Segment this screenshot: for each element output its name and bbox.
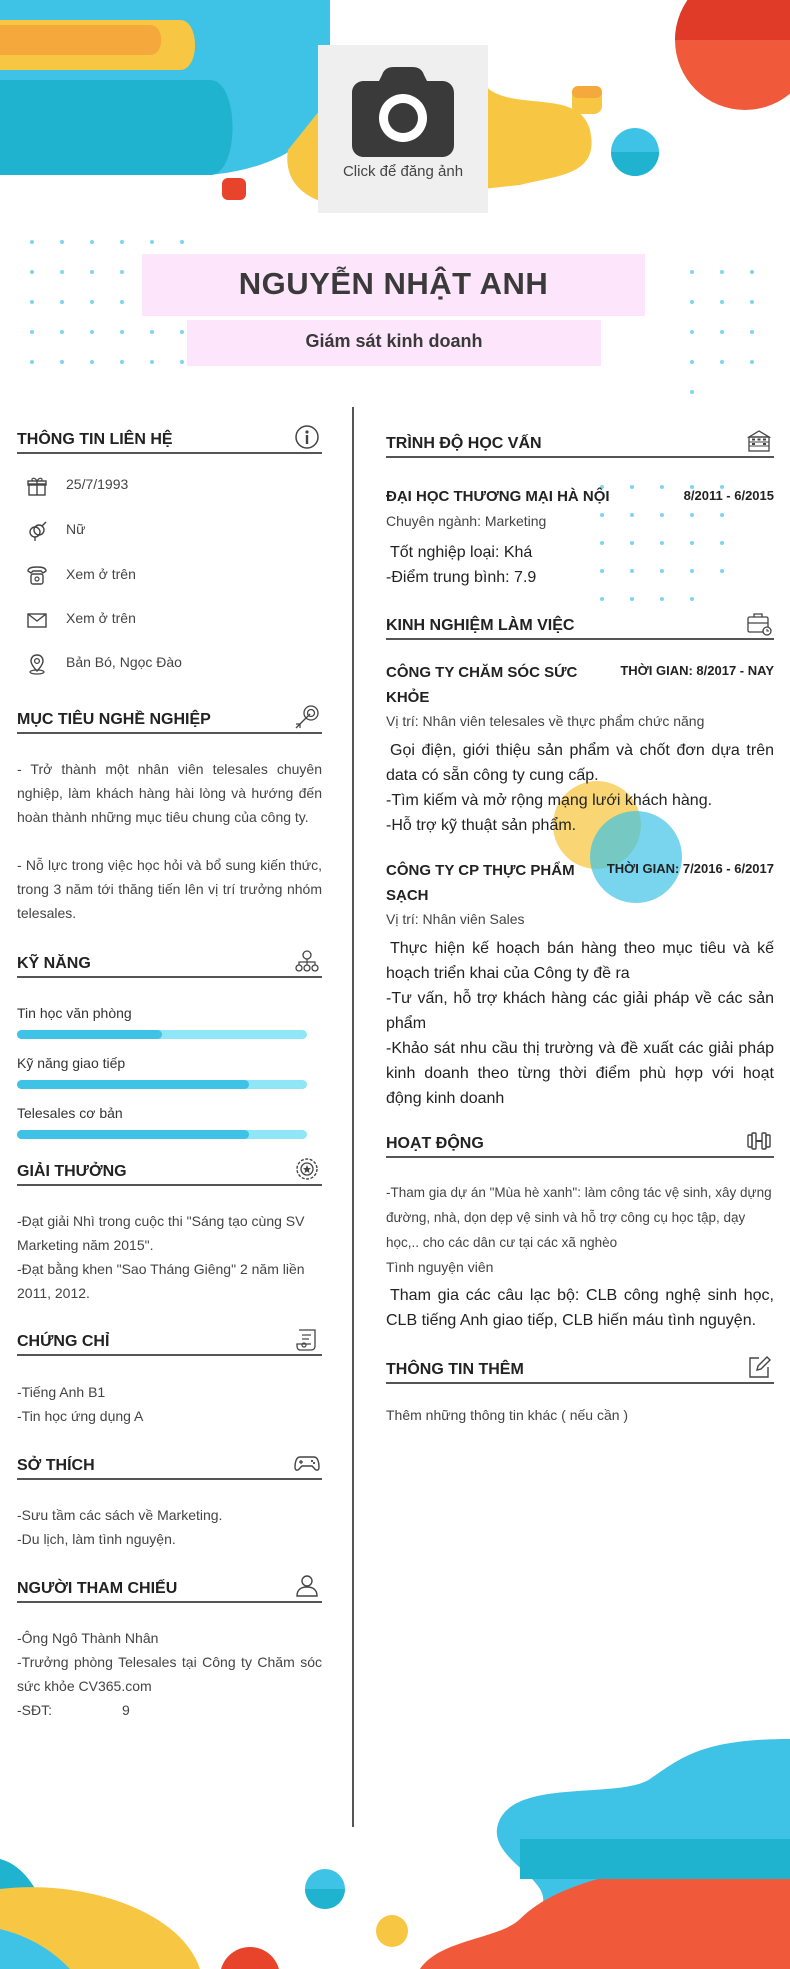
education-degree: Tốt nghiệp loại: Khá xyxy=(390,544,533,561)
dumbbell-icon xyxy=(746,1128,772,1154)
photo-upload[interactable] xyxy=(318,45,488,213)
job-1-company: CÔNG TY CHĂM SÓC SỨC KHỎE xyxy=(386,664,578,706)
job-2-duty-2: -Tư vấn, hỗ trợ khách hàng các giải pháp về các sản phẩm xyxy=(386,990,774,1032)
section-hobbies-header xyxy=(17,1454,322,1480)
gamepad-icon xyxy=(294,1450,320,1476)
award-medal-icon xyxy=(294,1156,320,1182)
objective-line-2: - Nỗ lực trong việc học hỏi và bổ sung kiến thức, trong 3 năm tới thăng tiến lên vị trí trưởng nhóm telesales. xyxy=(17,857,322,921)
job-1-duty-3: -Hỗ trợ kỹ thuật sản phẩm. xyxy=(386,817,577,834)
edit-icon xyxy=(746,1354,772,1380)
section-skills-title: KỸ NĂNG xyxy=(17,955,91,972)
section-objective-header xyxy=(17,708,322,734)
reference-line-3-label: -SĐT: xyxy=(17,1702,52,1718)
section-references-header xyxy=(17,1577,322,1603)
location-pin-icon xyxy=(26,653,48,675)
award-line-1: -Đạt giải Nhì trong cuộc thi "Sáng tạo cùng SV Marketing năm 2015". xyxy=(17,1213,305,1253)
phone-value: Xem ở trên xyxy=(66,566,136,582)
camera-icon xyxy=(352,67,454,157)
section-experience-header xyxy=(386,614,774,640)
section-contact-title: THÔNG TIN LIÊN HỆ xyxy=(17,431,173,448)
column-divider xyxy=(352,407,354,1827)
job-2-duty-3: -Khảo sát nhu cầu thị trường và đề xuất các giải pháp kinh doanh theo từng thời điểm phù hợp với hoạt động kinh doanh xyxy=(386,1040,774,1107)
gift-icon xyxy=(26,475,48,497)
job-title: Giám sát kinh doanh xyxy=(305,331,483,351)
skill-label-2: Kỹ năng giao tiếp xyxy=(17,1055,126,1071)
education-gpa: -Điểm trung bình: 7.9 xyxy=(386,569,537,586)
section-activities-title: HOẠT ĐỘNG xyxy=(386,1135,484,1152)
section-skills-header xyxy=(17,952,322,978)
job-1-duty-1: Gọi điện, giới thiệu sản phẩm và chốt đơn dựa trên data có sẵn công ty cung cấp. xyxy=(386,742,774,784)
gender-value: Nữ xyxy=(66,521,86,537)
gender-icon xyxy=(26,520,48,542)
objective-line-1: - Trở thành một nhân viên telesales chuyên nghiệp, làm khách hàng hài lòng và hướng đến hoàn thành những mục tiêu chung của công ty. xyxy=(17,761,322,825)
section-certificates-title: CHỨNG CHỈ xyxy=(17,1333,110,1350)
skill-bar-3 xyxy=(17,1130,307,1139)
hobby-line-2: -Du lịch, làm tình nguyện. xyxy=(17,1531,176,1547)
bottom-decoration xyxy=(0,1739,790,1969)
target-icon xyxy=(294,704,320,730)
education-major: Chuyên ngành: Marketing xyxy=(386,513,547,529)
job-2-duty-1: Thực hiện kế hoạch bán hàng theo mục tiêu và kế hoạch triển khai của Công ty đề ra xyxy=(386,940,774,982)
activity-line-2: Tình nguyện viên xyxy=(386,1259,494,1275)
full-name: NGUYỄN NHẬT ANH xyxy=(238,266,549,301)
certificate-icon xyxy=(294,1326,320,1352)
section-references-title: NGƯỜI THAM CHIẾU xyxy=(17,1580,178,1597)
photo-caption: Click để đăng ảnh xyxy=(342,163,464,180)
section-contact-header xyxy=(17,428,322,454)
section-more-info-header xyxy=(386,1358,774,1384)
address-value: Bản Bó, Ngọc Đào xyxy=(66,654,182,670)
activity-line-1: -Tham gia dự án "Mùa hè xanh": làm công tác vệ sinh, xây dựng đường, nhà, dọn dẹp vệ sinh và hỗ trợ công cụ học tập, dạy học,.. cho các dân cư tại các xã nghèo xyxy=(386,1185,772,1250)
section-certificates-header xyxy=(17,1330,322,1356)
more-info-text: Thêm những thông tin khác ( nếu cần ) xyxy=(386,1407,629,1423)
phone-icon xyxy=(26,565,48,587)
activity-line-3: Tham gia các câu lạc bộ: CLB công nghệ sinh học, CLB tiếng Anh giao tiếp, CLB hiến máu tình nguyện. xyxy=(386,1287,774,1329)
skill-label-1: Tin học văn phòng xyxy=(17,1005,132,1021)
job-2-position: Vị trí: Nhân viên Sales xyxy=(386,911,525,927)
person-icon xyxy=(294,1573,320,1599)
mail-icon xyxy=(26,609,48,631)
reference-line-3-value: 9 xyxy=(122,1702,130,1718)
dot-grid-right xyxy=(690,270,780,400)
info-icon xyxy=(294,424,320,450)
reference-line-2: -Trưởng phòng Telesales tại Công ty Chăm sóc sức khỏe CV365.com xyxy=(17,1654,322,1694)
skill-label-3: Telesales cơ bản xyxy=(17,1105,123,1121)
education-date: 8/2011 - 6/2015 xyxy=(683,488,774,503)
job-1-position: Vị trí: Nhân viên telesales về thực phẩm chức năng xyxy=(386,713,705,729)
job-2-time: THỜI GIAN: 7/2016 - 6/2017 xyxy=(606,861,774,876)
award-line-2: -Đạt bằng khen "Sao Tháng Giêng" 2 năm liền 2011, 2012. xyxy=(17,1261,305,1301)
birthday-value: 25/7/1993 xyxy=(66,476,129,492)
section-objective-title: MỤC TIÊU NGHỀ NGHIỆP xyxy=(17,711,211,728)
section-education-header xyxy=(386,432,774,458)
school-building-icon xyxy=(746,428,772,454)
briefcase-icon xyxy=(746,610,772,636)
job-2-company: CÔNG TY CP THỰC PHẨM SẠCH xyxy=(386,862,575,904)
email-value: Xem ở trên xyxy=(66,610,136,626)
hobby-line-1: -Sưu tầm các sách về Marketing. xyxy=(17,1507,223,1523)
job-1-duty-2: -Tìm kiếm và mở rộng mạng lưới khách hàng. xyxy=(386,792,713,809)
section-awards-title: GIẢI THƯỞNG xyxy=(17,1163,127,1180)
job-1-time: THỜI GIAN: 8/2017 - NAY xyxy=(620,663,774,678)
section-activities-header xyxy=(386,1132,774,1158)
certificate-line-1: -Tiếng Anh B1 xyxy=(17,1384,106,1400)
skills-network-icon xyxy=(294,948,320,974)
section-more-info-title: THÔNG TIN THÊM xyxy=(386,1361,524,1378)
section-hobbies-title: SỞ THÍCH xyxy=(17,1457,95,1474)
skill-bar-2 xyxy=(17,1080,307,1089)
reference-line-1: -Ông Ngô Thành Nhân xyxy=(17,1630,159,1646)
education-school: ĐẠI HỌC THƯƠNG MẠI HÀ NỘI xyxy=(386,488,610,505)
skill-bar-fill xyxy=(17,1130,249,1139)
skill-bar-1 xyxy=(17,1030,307,1039)
section-awards-header xyxy=(17,1160,322,1186)
skill-bar-fill xyxy=(17,1030,162,1039)
section-education-title: TRÌNH ĐỘ HỌC VẤN xyxy=(386,435,542,452)
skill-bar-fill xyxy=(17,1080,249,1089)
certificate-line-2: -Tin học ứng dụng A xyxy=(17,1408,144,1424)
section-experience-title: KINH NGHIỆM LÀM VIỆC xyxy=(386,617,575,634)
